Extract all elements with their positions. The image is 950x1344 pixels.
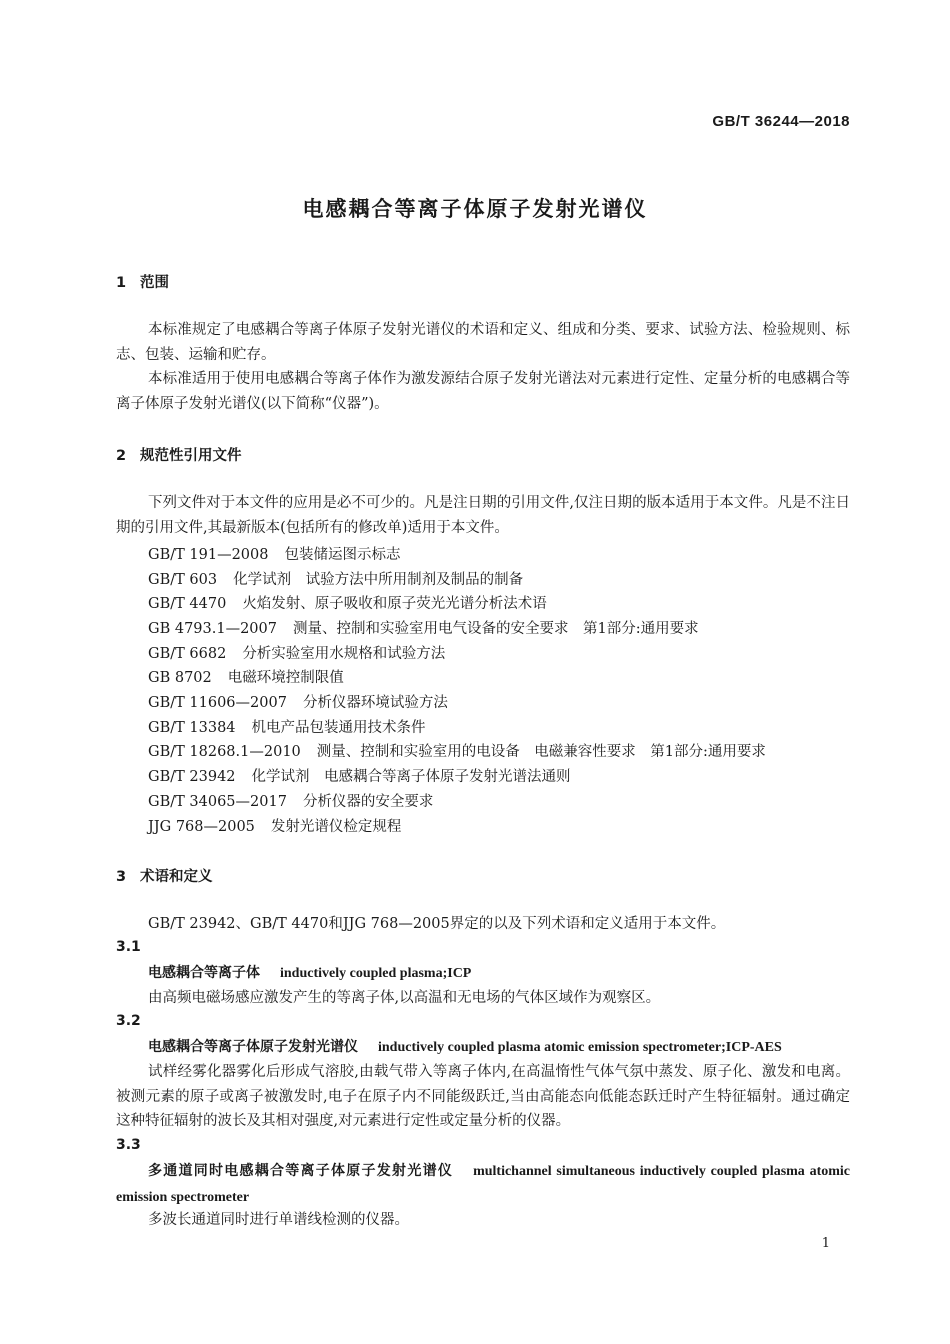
reference-code: GB 4793.1—2007	[148, 621, 277, 637]
section-number: 2	[116, 448, 127, 464]
reference-item	[148, 765, 571, 786]
reference-item	[148, 666, 344, 687]
term-number: 3.3	[116, 1137, 141, 1153]
section-number: 1	[116, 275, 127, 291]
term-heading	[116, 1035, 850, 1061]
term-heading	[116, 1159, 850, 1210]
reference-title: 机电产品包装通用技术条件	[251, 720, 426, 736]
term-heading	[116, 961, 850, 987]
term-english: inductively coupled plasma atomic emission spectrometer;ICP-AES	[378, 1040, 782, 1055]
reference-item	[148, 716, 426, 737]
reference-title: 化学试剂 试验方法中所用制剂及制品的制备	[233, 572, 524, 588]
term-definition: 由高频电磁场感应激发产生的等离子体,以高温和无电场的气体区域作为观察区。	[148, 990, 661, 1006]
term-definition: 试样经雾化器雾化后形成气溶胶,由载气带入等离子体内,在高温惰性气体气氛中蒸发、原子化、激发和电离。被测元素的原子或离子被激发时,电子在原子内不同能级跃迁,当由高能态向低能态跃迁时产生特征辐射。通过确定这种特征辐射的波长及其相对强度,对元素进行定性或定量分析的仪器。	[116, 1064, 850, 1129]
reference-item	[148, 691, 448, 712]
term-chinese: 多通道同时电感耦合等离子体原子发射光谱仪	[148, 1163, 454, 1179]
paragraph: GB/T 23942、GB/T 4470和JJG 768—2005界定的以及下列术语和定义适用于本文件。	[148, 916, 726, 932]
reference-title: 发射光谱仪检定规程	[270, 819, 402, 835]
section-title: 规范性引用文件	[140, 448, 242, 464]
reference-code: GB/T 23942	[148, 769, 236, 785]
term-chinese: 电感耦合等离子体原子发射光谱仪	[148, 1039, 358, 1055]
reference-title: 包装储运图示标志	[284, 547, 401, 563]
paragraph: 本标准适用于使用电感耦合等离子体作为激发源结合原子发射光谱法对元素进行定性、定量分析的电感耦合等离子体原子发射光谱仪(以下简称“仪器”)。	[116, 371, 850, 412]
reference-item	[148, 740, 766, 761]
reference-item	[148, 815, 401, 836]
term-english: inductively coupled plasma;ICP	[280, 966, 472, 981]
section-number: 3	[116, 869, 127, 885]
page-number: 1	[821, 1236, 830, 1251]
section-title: 范围	[140, 275, 169, 291]
reference-code: GB 8702	[148, 670, 212, 686]
reference-code: GB/T 13384	[148, 720, 236, 736]
term-chinese: 电感耦合等离子体	[148, 965, 260, 981]
reference-title: 分析实验室用水规格和试验方法	[242, 646, 446, 662]
reference-item	[148, 543, 400, 564]
reference-code: GB/T 11606—2007	[148, 695, 287, 711]
reference-title: 电磁环境控制限值	[227, 670, 344, 686]
reference-title: 分析仪器环境试验方法	[302, 695, 448, 711]
reference-code: JJG 768—2005	[148, 819, 255, 835]
paragraph: 本标准规定了电感耦合等离子体原子发射光谱仪的术语和定义、组成和分类、要求、试验方法、检验规则、标志、包装、运输和贮存。	[116, 322, 850, 363]
reference-title: 火焰发射、原子吸收和原子荧光光谱分析法术语	[242, 596, 547, 612]
term-number: 3.2	[116, 1013, 141, 1029]
reference-item	[148, 617, 699, 638]
term-number: 3.1	[116, 939, 141, 955]
term-english: multichannel simultaneous inductively coupled plasma atomic emission spectrometer	[116, 1164, 850, 1205]
reference-item	[148, 642, 445, 663]
reference-code: GB/T 191—2008	[148, 547, 269, 563]
reference-item	[148, 592, 547, 613]
reference-code: GB/T 18268.1—2010	[148, 744, 301, 760]
document-title: 电感耦合等离子体原子发射光谱仪	[302, 197, 648, 221]
reference-code: GB/T 6682	[148, 646, 227, 662]
reference-title: 分析仪器的安全要求	[302, 794, 434, 810]
term-definition: 多波长通道同时进行单谱线检测的仪器。	[148, 1212, 409, 1228]
section-1-heading	[116, 271, 169, 292]
reference-code: GB/T 603	[148, 572, 218, 588]
reference-title: 测量、控制和实验室用电气设备的安全要求 第1部分:通用要求	[293, 621, 699, 637]
reference-title: 化学试剂 电感耦合等离子体原子发射光谱法通则	[251, 769, 571, 785]
standard-number: GB/T 36244—2018	[712, 113, 850, 130]
reference-code: GB/T 4470	[148, 596, 227, 612]
reference-item	[148, 568, 523, 589]
section-3-heading	[116, 865, 213, 886]
section-2-heading	[116, 444, 242, 465]
reference-title: 测量、控制和实验室用的电设备 电磁兼容性要求 第1部分:通用要求	[316, 744, 766, 760]
section-title: 术语和定义	[140, 869, 213, 885]
paragraph: 下列文件对于本文件的应用是必不可少的。凡是注日期的引用文件,仅注日期的版本适用于本文件。凡是不注日期的引用文件,其最新版本(包括所有的修改单)适用于本文件。	[116, 495, 850, 536]
reference-item	[148, 790, 433, 811]
reference-code: GB/T 34065—2017	[148, 794, 287, 810]
